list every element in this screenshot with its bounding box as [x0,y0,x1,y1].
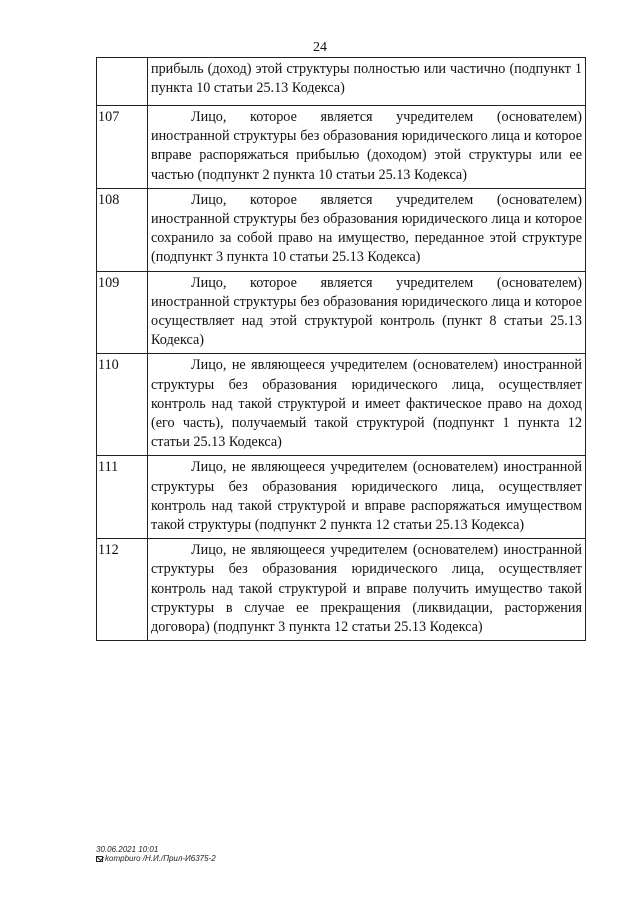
row-description: Лицо, которое является учредителем (основателем) иностранной структуры без образования юридического лица и которое сохранило за собой право на имущество, переданное этой структуре (подпункт 3 пункта 10 статьи 25.13 Кодекса) [148,188,586,271]
table-row [97,539,586,641]
table-row [97,188,586,271]
mail-icon [96,856,103,862]
codes-table [96,57,586,641]
row-code: 111 [97,456,148,539]
row-description: Лицо, не являющееся учредителем (основателем) иностранной структуры без образования юридического лица, осуществляет контроль над такой структурой и вправе получить имущество такой структуры в случае ее прекращения (ликвидации, расторжения договора) (подпункт 3 пункта 12 статьи 25.13 Кодекса) [148,539,586,641]
page-number: 24 [313,40,327,55]
row-description: Лицо, не являющееся учредителем (основателем) иностранной структуры без образования юридического лица, осуществляет контроль над такой структурой и имеет фактическое право на доход (его часть), получаемый такой структурой (подпункт 1 пункта 12 статьи 25.13 Кодекса) [148,354,586,456]
document-footer [96,845,216,863]
footer-timestamp: 30.06.2021 10:01 [96,845,159,854]
table-row [97,456,586,539]
row-code [97,58,148,106]
row-description: Лицо, которое является учредителем (основателем) иностранной структуры без образования юридического лица и которое вправе распоряжаться прибылью (доходом) этой структуры или ее частью (подпункт 2 пункта 10 статьи 25.13 Кодекса) [148,106,586,189]
table-row [97,354,586,456]
row-code: 108 [97,188,148,271]
row-code: 107 [97,106,148,189]
table-row [97,106,586,189]
row-description: Лицо, которое является учредителем (основателем) иностранной структуры без образования юридического лица и которое осуществляет над этой структурой контроль (пункт 8 статьи 25.13 Кодекса) [148,271,586,354]
row-code: 110 [97,354,148,456]
row-description: Лицо, не являющееся учредителем (основателем) иностранной структуры без образования юридического лица, осуществляет контроль над такой структурой и вправе распоряжаться имуществом такой структуры (подпункт 2 пункта 12 статьи 25.13 Кодекса) [148,456,586,539]
row-code: 109 [97,271,148,354]
table-row [97,58,586,106]
footer-author-line [96,854,216,863]
table-row [97,271,586,354]
row-code: 112 [97,539,148,641]
footer-author: kompburo /Н.И./Прил-И6375-2 [105,854,216,863]
row-description: прибыль (доход) этой структуры полностью или частично (подпункт 1 пункта 10 статьи 25.13 Кодекса) [148,58,586,106]
